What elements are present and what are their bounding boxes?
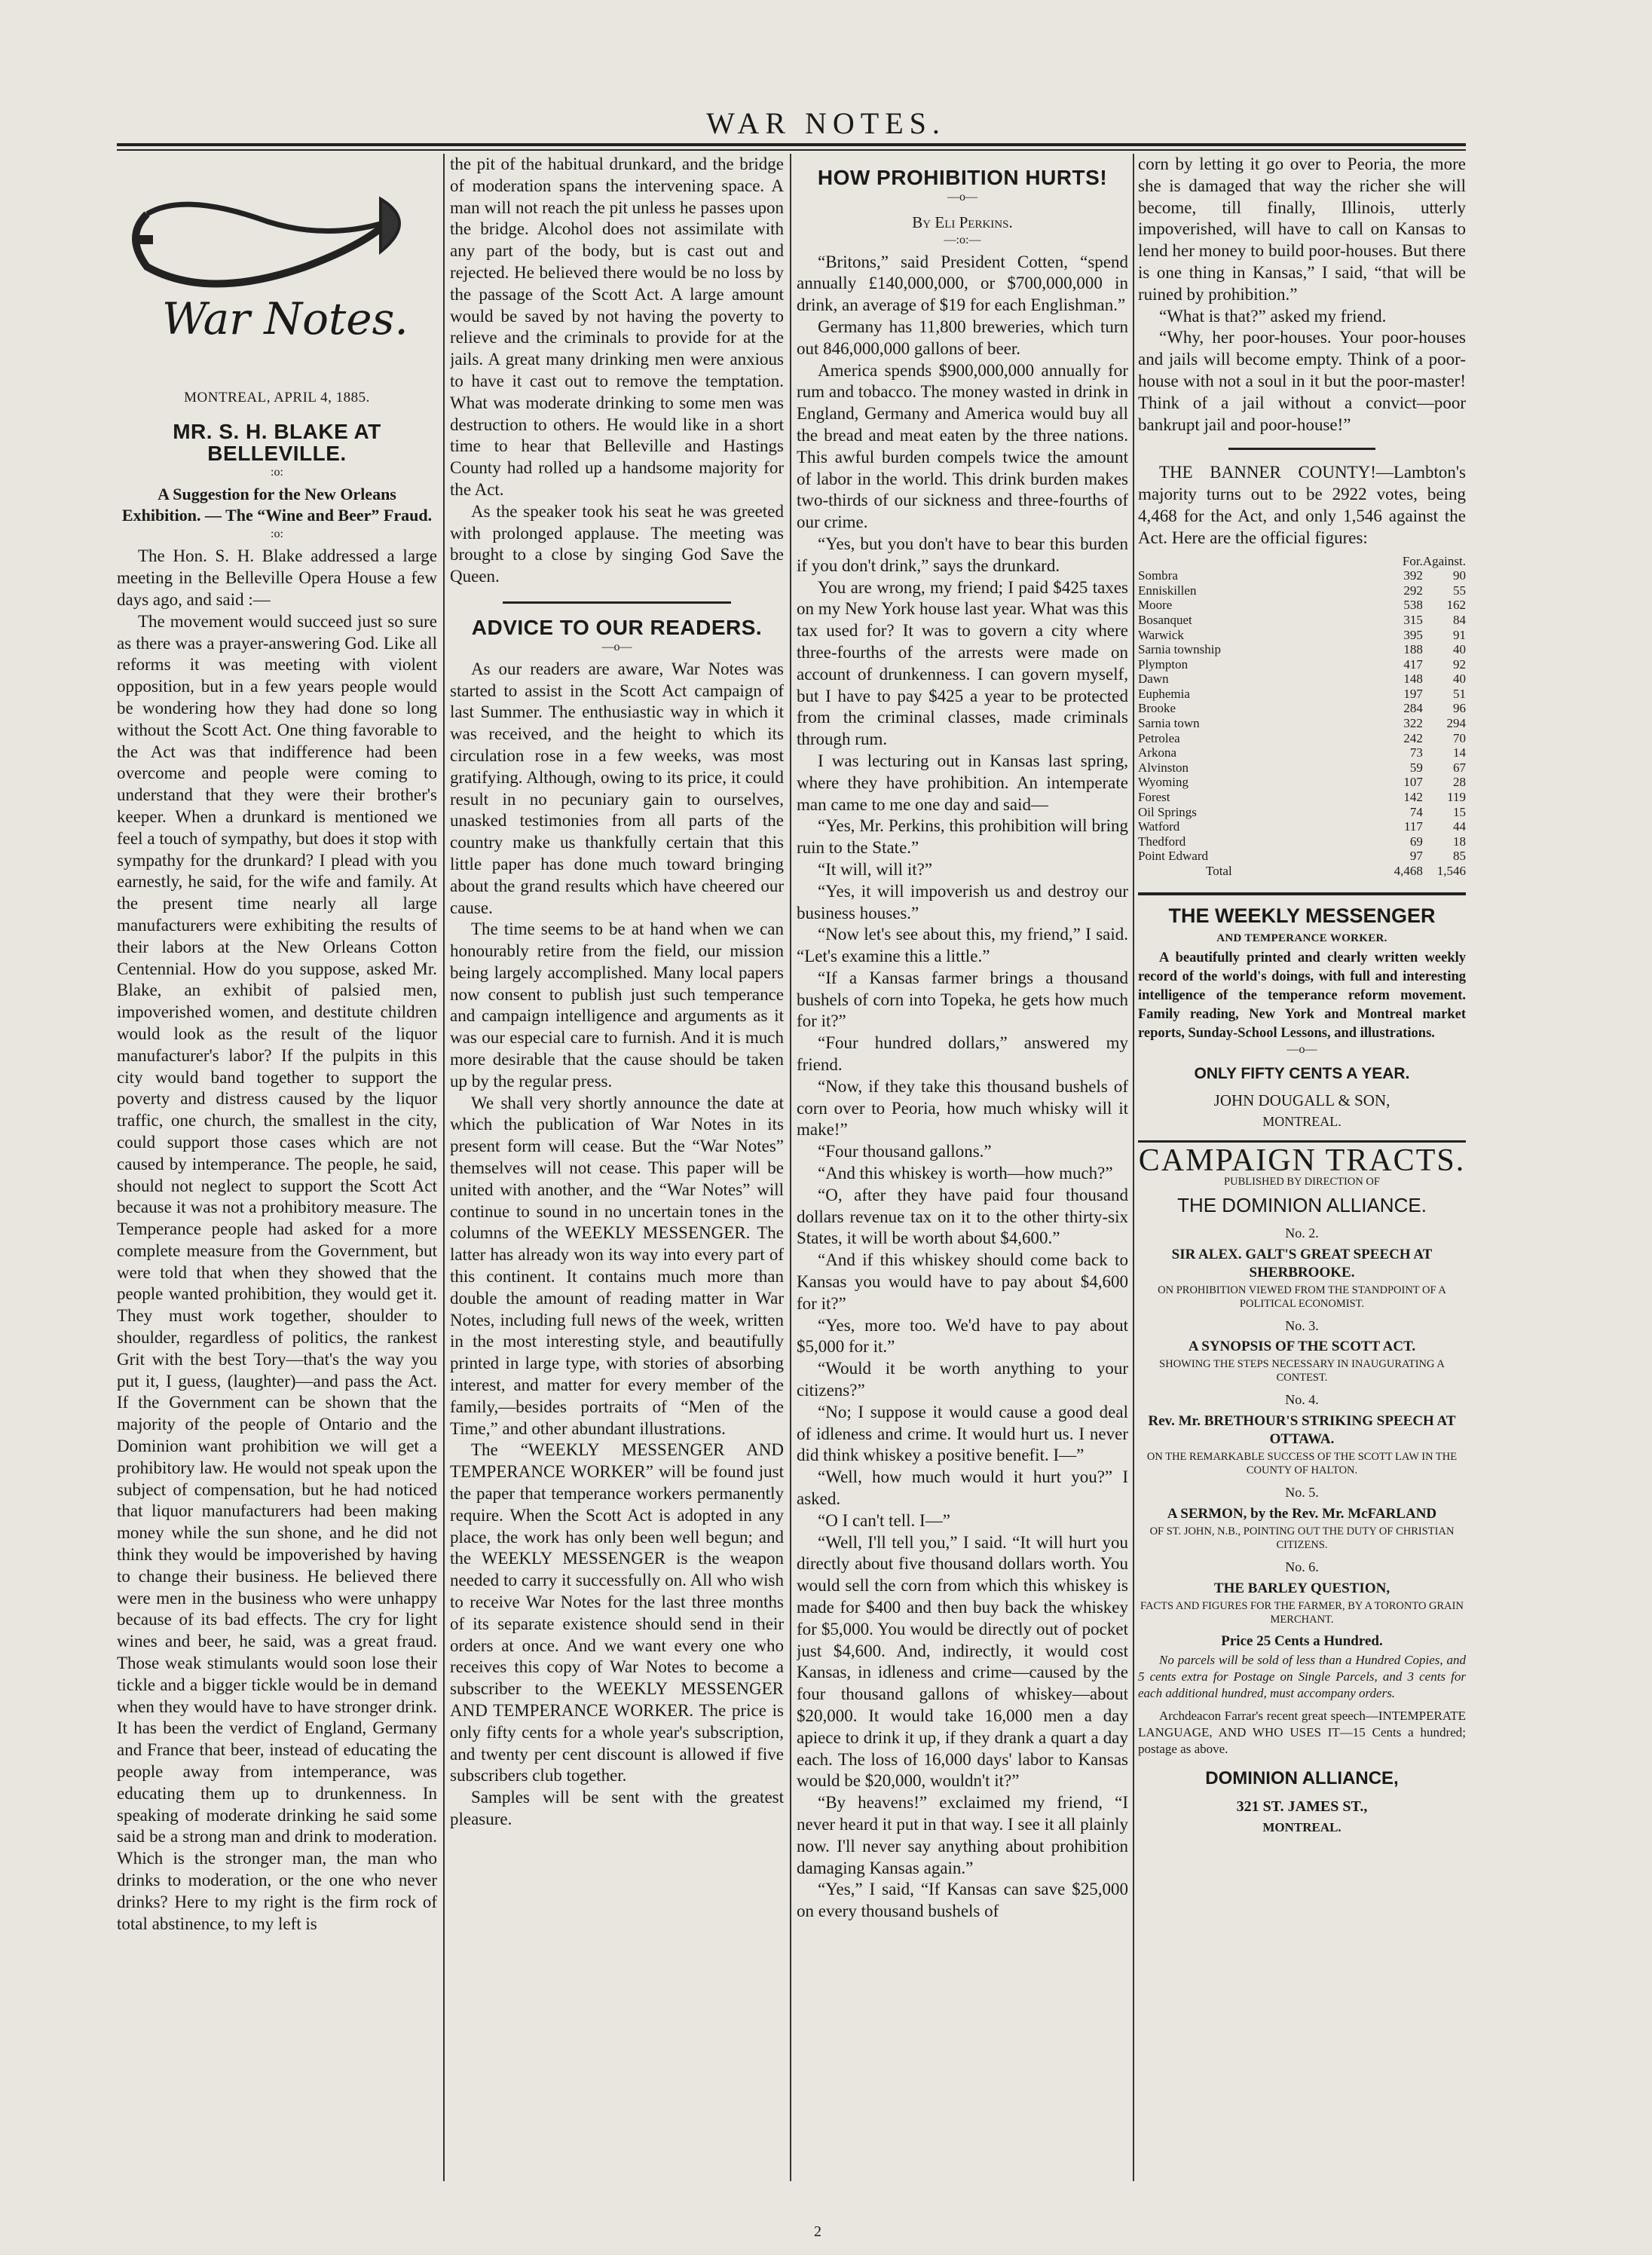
vote-township: Plympton [1138,656,1189,672]
tract-title: THE BARLEY QUESTION, [1213,1580,1390,1596]
vote-row [1138,583,1466,598]
vote-for: 74 [1409,804,1423,819]
vote-against: 90 [1453,568,1466,583]
vote-row [1138,834,1466,849]
vote-against: 40 [1453,642,1466,657]
vote-for: 97 [1409,849,1423,864]
paragraph: The time seems to be at hand when we can honourably retire from the field, our mission being largely accomplished. Many local papers now consent to publish just such temperance and campaign intelligence and arguments as it was our especial care to furnish. And it is much more desirable that the cause should be taken up by the regular press. [450,919,784,1091]
paragraph: We shall very shortly announce the date at which the publication of War Notes in its present form will cease. But the “War Notes” themselves will not cease. This paper will be united with another, and the “War Notes” will continue to sound in no uncertain tones in the columns of the WEEKLY MESSENGER. The latter has already won its way into every part of this continent. It contains much more than double the amount of reading matter in War Notes, including full news of the week, written in the most interesting style, and beautifully printed in large type, with stories of absorbing interest, and matter for every member of the family,—besides portraits of “Men of the Time,” and other abundant illustrations. [450,1093,784,1438]
vote-row [1138,716,1466,731]
paragraph: “No; I suppose it would cause a good deal of idleness and crime. It would hurt us. I never did think whiskey a positive benefit. I—” [797,1402,1128,1465]
messenger-publisher: JOHN DOUGALL & SON, [1213,1091,1390,1109]
vote-for: 242 [1403,730,1423,745]
vote-row [1138,819,1466,834]
vote-against: 67 [1453,760,1466,775]
tract-title: A SYNOPSIS OF THE SCOTT ACT. [1188,1339,1416,1355]
vote-row [1138,805,1466,820]
vote-township: Oil Springs [1138,804,1197,819]
vote-township: Wyoming [1138,775,1189,790]
paragraph: “Four hundred dollars,” answered my friend. [797,1033,1128,1075]
paragraph: The movement would succeed just so sure as there was a prayer-answering God. Like all reforms it was meeting with violent opposition, but in a few years people would be wondering how they had done so long without the Scott Act. One thing favorable to the Act was that indifference had been overcome and people were coming to understand that they were their brother's keeper. When a drunkard is mentioned we feel a touch of sympathy, but does it stop with sympathy for the drunkard? I plead with you earnestly, he said, for the wife and family. At the present time nearly all large manufacturers were exhibiting the results of their labors at the New Orleans Cotton Centennial. How do you suppose, asked Mr. Blake, an exhibit of palsied men, impoverished women, and destitute children would look as the result of the liquor manufacturer's labor? If the pulpits in this city would band together to support the poverty and distress caused by the liquor traffic, one church, the smallest in the city, could support those cases which are not caused by intemperance. The people, he said, should not neglect to support the Scott Act because it was not a prohibitory measure. The Temperance people had asked for a more complete measure from the Government, but were told that when they showed that the people wanted prohibition, they would get it. They must work together, shoulder to shoulder, regardless of politics, the rankest Grit with the best Tory—that's the way you put it, I guess, (laughter)—and pass the Act. If the Government can be shown that the majority of the people of Ontario and the Dominion want prohibition we will get a prohibitory law. He would not speak upon the subject of compensation, but he had noticed that liquor manufacturers had been making money while the sun shone, and he did not think they would be impoverished by having to change their business. He believed there were men in the business who were unhappy because of its bad effects. The cry for light wines and beer, he said, was a great fraud. Those weak stimulants would soon lose their tickle and a bigger tickle would be in demand when they would have to have stronger drink. It has been the verdict of England, Germany and France that beer, instead of educating the people away from intemperance, was educating them up to drunkenness. In speaking of moderate drinking he said some said be a strong man and drink to moderation. Which is the stronger man, the man who drinks to moderation, or the one who never drinks? Here to my right is the firm rock of total abstinence, to my left is [117,611,437,1933]
column-rule [443,154,445,2181]
vote-total-against: 1,546 [1436,864,1466,879]
vote-against: 40 [1453,672,1466,687]
paragraph: “Well, I'll tell you,” I said. “It will hurt you directly about five thousand dollars worth. You would sell the corn from which this whiskey is made for $400 and then buy back the whiskey for $5,000. You would be directly out of pocket just $4,600. And, indirectly, it would cost Kansas, in idleness and crime—caused by the four thousand gallons of whiskey—about $20,000. It would take 16,000 men a day apiece to drink it up, if they drank a quart a day each. The loss of 16,000 days' labor to Kansas would be $20,000, wouldn't it?” [797,1532,1128,1791]
tracts-published: PUBLISHED BY DIRECTION OF [1224,1176,1380,1188]
vote-table [1138,554,1466,879]
column-4 [1138,154,1466,2189]
footer-city: MONTREAL. [1262,1820,1341,1835]
vote-against: 294 [1446,716,1466,731]
tract-title: A SERMON, by the Rev. Mr. McFARLAND [1167,1505,1437,1522]
tract-description: OF ST. JOHN, N.B., POINTING OUT THE DUTY OF CHRISTIAN CITIZENS. [1149,1525,1455,1551]
vote-for: 395 [1403,627,1423,642]
paragraph: The “WEEKLY MESSENGER AND TEMPERANCE WORKER” will be found just the paper that temperance workers permanently require. When the Scott Act is adopted in any place, the work has only been well begun; and the WEEKLY MESSENGER is the weapon needed to carry it successfully on. All who wish to receive War Notes for the last three months of its separate existence should send in their orders at once. And we want every one who receives this copy of War Notes to become a subscriber to the WEEKLY MESSENGER AND TEMPERANCE WORKER. The price is only fifty cents for a whole year's subscription, and twenty per cent discount is allowed if five subscribers club together. [450,1440,784,1785]
vote-for: 322 [1403,716,1423,731]
messenger-subtitle: AND TEMPERANCE WORKER. [1216,932,1387,944]
vote-row [1138,775,1466,790]
tract-item [1138,1389,1466,1477]
paragraph: “It will, will it?” [818,859,933,879]
vote-against: 44 [1453,819,1466,834]
vote-row [1138,790,1466,805]
column-rule [790,154,791,2181]
vote-township: Euphemia [1138,686,1190,701]
paragraph: the pit of the habitual drunkard, and the bridge of moderation spans the intervening space. A man will not reach the pit unless he passes upon the bridge. Alcohol does not assimilate with any part of the body, but is cast out and rejected. He believed there would be no loss by the passage of the Scott Act. A large amount would be saved by not having the poverty to relieve and the criminals to provide for at the jails. A great many drinking men were anxious to have it cast out to remove the temptation. What was moderate drinking to some men was destruction to others. He would like in a short time to hear that Belleville and Hastings County had rolled up a handsome majority for the Act. [450,155,784,499]
vote-for: 59 [1409,760,1423,775]
tracts-list [1138,1222,1466,1626]
divider [1138,1140,1466,1143]
vote-against: 51 [1453,686,1466,701]
vote-against: 92 [1453,656,1466,672]
vote-for: 142 [1403,790,1423,805]
vote-row [1138,613,1466,628]
tracts-title: CAMPAIGN TRACTS. [1138,1143,1466,1179]
vote-for: 284 [1403,701,1423,716]
footer-address: 321 ST. JAMES ST., [1236,1798,1368,1815]
paragraph: Germany has 11,800 breweries, which turn out 846,000,000 gallons of beer. [797,317,1128,358]
paragraph: “Why, her poor-houses. Your poor-houses and jails will become empty. Think of a poor-house with not a soul in it but the poor-master! Think of a jail without a convict—poor bankrupt jail and poor-house!” [1138,328,1466,434]
paragraph: The Hon. S. H. Blake addressed a large meeting in the Belleville Opera House a few days ago, and said :— [117,546,437,609]
tract-number: No. 3. [1285,1317,1319,1333]
messenger-title: THE WEEKLY MESSENGER [1168,904,1436,927]
vote-township: Sarnia township [1138,642,1222,657]
ornament: —o— [1286,1042,1317,1056]
tract-number: No. 5. [1285,1485,1319,1501]
ornament: —o— [947,190,977,203]
vote-row [1138,849,1466,864]
paragraph: “Now, if they take this thousand bushels of corn over to Peoria, how much whisky will it make!” [797,1076,1128,1140]
messenger-price: ONLY FIFTY CENTS A YEAR. [1194,1064,1410,1082]
footer-alliance: DOMINION ALLIANCE, [1205,1767,1399,1788]
paragraph: corn by letting it go over to Peoria, the more she is damaged that way the richer she will become, till finally, Illinois, utterly impoverished, will have to call on Kansas to lend her money to build poor-houses. But there is one thing in Kansas,” I said, “that will be ruined by prohibition.” [1138,155,1466,304]
vote-row [1138,568,1466,583]
tract-title: SIR ALEX. GALT'S GREAT SPEECH AT SHERBROOKE. [1171,1246,1433,1280]
paragraph: “What is that?” asked my friend. [1159,306,1387,326]
vote-for: 292 [1403,583,1423,598]
paragraph: “Yes, Mr. Perkins, this prohibition will bring ruin to the State.” [797,816,1128,858]
divider [1138,892,1466,895]
vote-header-for: For. [1402,553,1423,568]
vote-against: 85 [1453,849,1466,864]
vote-township: Brooke [1138,701,1176,716]
vote-row [1138,642,1466,657]
byline: By Eli Perkins. [912,213,1013,231]
column-rule [1133,154,1134,2181]
vote-for: 315 [1403,612,1423,627]
vote-against: 15 [1453,804,1466,819]
column-3 [797,154,1128,2189]
vote-row [1138,687,1466,702]
vote-against: 28 [1453,775,1466,790]
column-1 [117,154,437,2189]
vote-row [1138,731,1466,746]
vote-township: Sarnia town [1138,716,1200,731]
vote-township: Point Edward [1138,849,1209,864]
headline-blake: MR. S. H. BLAKE AT BELLEVILLE. [173,419,381,465]
vote-row [1138,672,1466,687]
paragraph: “Yes, more too. We'd have to pay about $5,000 for it.” [797,1315,1128,1357]
paragraph: “By heavens!” exclaimed my friend, “I never heard it put in that way. I see it all plainly now. I'll never say anything about prohibition damaging Kansas again.” [797,1793,1128,1877]
messenger-city: MONTREAL. [1262,1114,1341,1130]
war-notes-logo [117,154,437,372]
paragraph: “And this whiskey is worth—how much?” [818,1164,1113,1183]
vote-township: Bosanquet [1138,612,1192,627]
paragraph: “Yes, but you don't have to bear this burden if you don't drink,” says the drunkard. [797,534,1128,575]
tract-item [1138,1556,1466,1626]
vote-for: 538 [1403,598,1423,613]
logo-title: War Notes. [162,293,408,344]
vote-against: 55 [1453,583,1466,598]
divider [1228,448,1375,450]
tract-description: FACTS AND FIGURES FOR THE FARMER, BY A TORONTO GRAIN MERCHANT. [1140,1599,1464,1626]
tract-number: No. 2. [1285,1225,1319,1241]
paragraph: “Yes,” I said, “If Kansas can save $25,000 on every thousand bushels of [797,1880,1128,1921]
vote-township: Sombra [1138,568,1178,583]
headline-prohibition: HOW PROHIBITION HURTS! [817,166,1108,189]
vote-township: Watford [1138,819,1180,834]
paragraph: Samples will be sent with the greatest pleasure. [450,1788,784,1828]
tract-item [1138,1315,1466,1385]
vote-row [1138,657,1466,672]
page-number: 2 [814,2223,821,2240]
headline-advice: ADVICE TO OUR READERS. [471,615,763,639]
vote-township: Petrolea [1138,730,1180,745]
vote-against: 96 [1453,701,1466,716]
vote-row [1138,701,1466,716]
paragraph: “Yes, it will impoverish us and destroy our business houses.” [797,881,1128,922]
vote-for: 107 [1403,775,1423,790]
vote-township: Moore [1138,598,1173,613]
vote-for: 69 [1409,834,1423,849]
vote-row [1138,598,1466,613]
masthead-rule [117,143,1466,151]
paragraph: “O, after they have paid four thousand dollars revenue tax on it to the other thirty-six States, it will be worth about $4,600.” [797,1185,1128,1248]
divider [503,601,731,604]
tracts-price: Price 25 Cents a Hundred. [1221,1632,1383,1649]
vote-total-for: 4,468 [1393,864,1423,879]
dateline: MONTREAL, APRIL 4, 1885. [184,390,370,405]
vote-against: 70 [1453,730,1466,745]
vote-row [1138,628,1466,643]
paragraph: I was lecturing out in Kansas last spring, where they have prohibition. An intemperate man came to me one day and said— [797,751,1128,814]
tracts-farrar: Archdeacon Farrar's recent great speech—INTEMPERATE LANGUAGE, AND WHO USES IT—15 Cents a hundred; postage as above. [1138,1708,1466,1756]
tract-title: Rev. Mr. BRETHOUR'S STRIKING SPEECH AT OTTAWA. [1148,1413,1456,1448]
banner-county-paragraph: THE BANNER COUNTY!—Lambton's majority turns out to be 2922 votes, being 4,468 for the Act, and only 1,546 against the Act. Here are the official figures: [1138,463,1466,547]
vote-row [1138,745,1466,760]
ornament: —:o:— [944,233,981,246]
vote-for: 188 [1403,642,1423,657]
masthead: WAR NOTES. [706,106,946,140]
tracts-note: No parcels will be sold of less than a Hundred Copies, and 5 cents extra for Postage on Single Parcels, and 3 cents for each additional hundred, must accompany orders. [1138,1652,1466,1700]
paragraph: “Britons,” said President Cotten, “spend annually £140,000,000, or $700,000,000 in drink, an average of $19 for each Englishman.” [797,252,1128,315]
paragraph: As our readers are aware, War Notes was started to assist in the Scott Act campaign of last Summer. The enthusiastic way in which it was received, and the height to which its circulation rose in a few weeks, was most gratifying. Although, owing to its price, it could result in no pecuniary gain to ourselves, unasked testimonies from all parts of the country make us thankfully certain that this little paper has done much toward bringing about the grand results which have cheered our cause. [450,659,784,917]
vote-for: 197 [1403,686,1423,701]
vote-township: Alvinston [1138,760,1189,775]
vote-for: 417 [1403,656,1423,672]
column-2 [450,154,784,2189]
vote-header-against: Against. [1422,553,1466,568]
vote-township: Forest [1138,790,1170,805]
vote-for: 117 [1403,819,1423,834]
vote-against: 18 [1453,834,1466,849]
paragraph: “O I can't tell. I—” [818,1510,950,1530]
vote-row [1138,760,1466,776]
tract-number: No. 6. [1285,1559,1319,1574]
vote-township: Arkona [1138,745,1176,760]
paragraph: “If a Kansas farmer brings a thousand bushels of corn into Topeka, he gets how much for it?” [797,968,1128,1031]
messenger-body: A beautifully printed and clearly written weekly record of the world's doings, with full and interesting intelligence of the temperance reform movement. Family reading, New York and Montreal market reports, Sunday-School Lessons, and illustrations. [1138,950,1466,1041]
vote-header-blank [1138,554,1387,569]
vote-against: 14 [1453,745,1466,760]
vote-township: Enniskillen [1138,583,1197,598]
tract-item [1138,1482,1466,1552]
paragraph: “Now let's see about this, my friend,” I said. “Let's examine this a little.” [797,925,1128,966]
vote-township: Thedford [1138,834,1186,849]
vote-for: 392 [1403,568,1423,583]
article-body [797,252,1128,1923]
paragraph: As the speaker took his seat he was greeted with prolonged applause. The meeting was brought to a close by singing God Save the Queen. [450,501,784,586]
vote-for: 73 [1409,745,1423,760]
vote-against: 119 [1447,790,1466,805]
vote-township: Dawn [1138,672,1169,687]
paragraph: America spends $900,000,000 annually for rum and tobacco. The money wasted in drink in England, Germany and America would buy all the bread and meat eaten by the three nations. This awful burden compels twice the amount of labor in the world. This drink burden makes two-thirds of our sickness and three-fourths of our crime. [797,360,1128,532]
paragraph: “Four thousand gallons.” [818,1142,992,1161]
vote-total-label: Total [1206,864,1232,879]
tract-description: ON THE REMARKABLE SUCCESS OF THE SCOTT LAW IN THE COUNTY OF HALTON. [1146,1451,1458,1477]
paragraph: “Would it be worth anything to your citizens?” [797,1359,1128,1400]
subheadline: A Suggestion for the New Orleans Exhibition. — The “Wine and Beer” Fraud. [121,485,433,525]
vote-against: 91 [1453,627,1466,642]
tract-number: No. 4. [1285,1392,1319,1408]
vote-against: 162 [1446,598,1466,613]
paragraph: “And if this whiskey should come back to Kansas you would have to pay about $4,600 for it?” [797,1250,1128,1313]
paragraph: “Well, how much would it hurt you?” I asked. [797,1467,1128,1509]
vote-against: 84 [1453,612,1466,627]
tract-description: SHOWING THE STEPS NECESSARY IN INAUGURATING A CONTEST. [1159,1358,1445,1385]
tract-item [1138,1222,1466,1311]
ornament: —o— [601,640,632,653]
ornament: :o: [271,528,283,541]
ornament: :o: [271,466,283,479]
tract-description: ON PROHIBITION VIEWED FROM THE STANDPOINT OF A POLITICAL ECONOMIST. [1158,1284,1446,1310]
tracts-alliance: THE DOMINION ALLIANCE. [1177,1194,1427,1216]
vote-township: Warwick [1138,627,1184,642]
paragraph: You are wrong, my friend; I paid $425 taxes on my New York house last year. What was this tax used for? It was to govern a city where three-fourths of the arrests were made on account of drunkenness. I can govern myself, but I have to pay $425 a year to be protected from the criminal classes, made criminals through rum. [797,577,1128,749]
vote-for: 148 [1403,672,1423,687]
